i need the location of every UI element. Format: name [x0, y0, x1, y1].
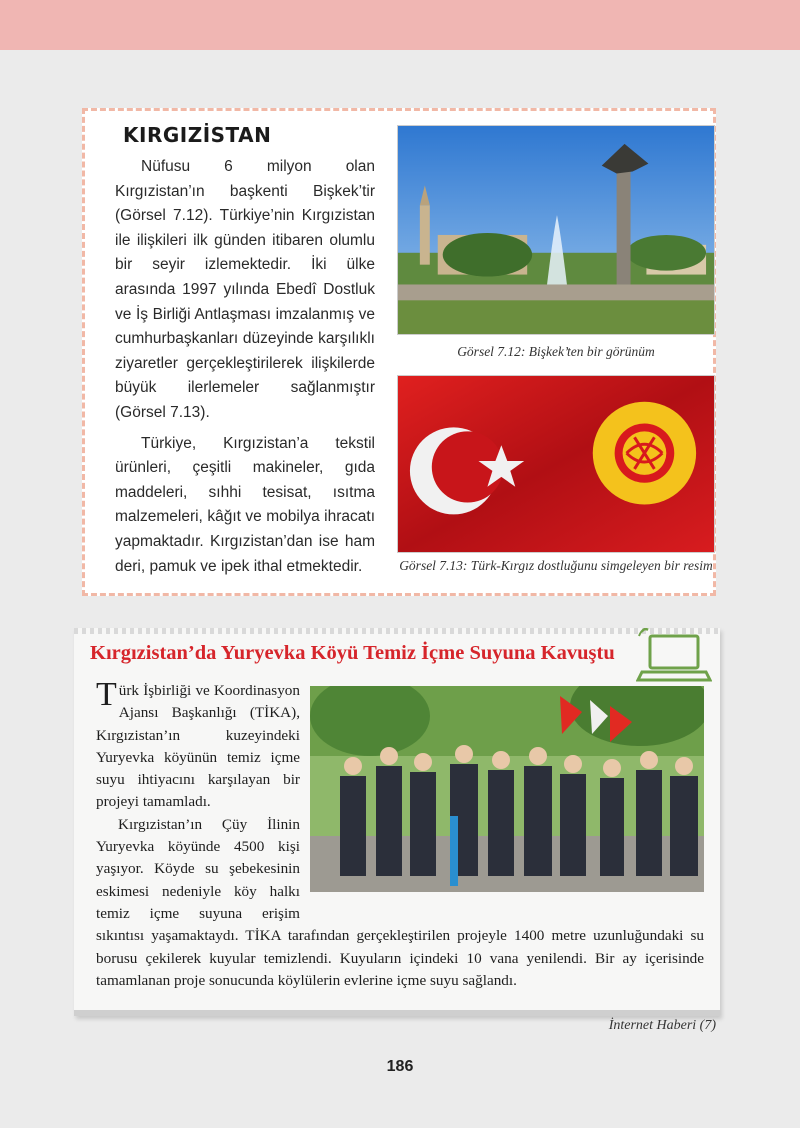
laptop-icon [636, 628, 712, 686]
news-headline: Kırgızistan’da Yuryevka Köyü Temiz İçme Suyuna Kavuştu [90, 642, 615, 664]
photo-caption: Görsel 7.12: Bişkek’ten bir görünüm [457, 344, 655, 359]
news-paragraph: Kırgızistan’ın Çüy İlinin Yuryevka köyünde 4500 kişi yaşıyor. Köyde su şebekesinin eskimesi nedeniyle köy halkı temiz içme suyuna erişim sıkıntısı yaşamaktaydı. TİKA tarafından gerçekleştirilen projeyle 1400 metre uzunluğundaki su borusu çekilerek kuyular temizlendi. Kuyuların içindeki 10 vana yenilendi. Bir ay içerisinde tamamlanan proje sonucunda köylülerin evlerine içme suyu sağlandı. [96, 815, 704, 989]
section-title: KIRGIZİSTAN [123, 123, 272, 147]
kyrgyzstan-section [82, 108, 716, 596]
drop-cap: T [96, 676, 117, 713]
page-number: 186 [386, 1058, 414, 1075]
bishkek-photo [397, 125, 715, 335]
news-source: İnternet Haberi (7) [608, 1018, 716, 1033]
news-paragraph: Türk İşbirliği ve Koordinasyon Ajansı Başkanlığı (TİKA), Kırgızistan’ın kuzeyindeki Yuryevka köyünün temiz içme suyu ihtiyacını karşılayan bir projeyi tamamladı. [96, 676, 300, 811]
flags-photo [397, 375, 715, 553]
section-body [115, 155, 375, 579]
photo-caption: Görsel 7.13: Türk-Kırgız dostluğunu simgeleyen bir resim [399, 558, 713, 573]
paragraph: Türkiye, Kırgızistan’a tekstil ürünleri, çeşitli makineler, gıda maddeleri, sıhhi tesisat, ısıtma malzemeleri, kâğıt ve mobilya ihracatı yapmaktadır. Kırgızistan’dan ise ham deri, pamuk ve ipek ithal etmektedir. [115, 434, 375, 575]
top-color-band [0, 0, 800, 50]
news-body [96, 676, 704, 992]
paragraph: Nüfusu 6 milyon olan Kırgızistan’ın başkenti Bişkek’tir (Görsel 7.12). Türkiye’nin Kırgızistan ile ilişkileri ilk günden itibaren olumlu bir seyir izlemektedir. İki ülke arasında 1997 yılında Ebedî Dostluk ve İş Birliği Antlaşması imzalanmış ve cumhurbaşkanları düzeyinde karşılıklı ziyaretler gerçekleştirilerek ilişkilerde büyük ilerlemeler sağlanmıştır (Görsel 7.13). [115, 158, 375, 421]
news-section [74, 628, 720, 1016]
